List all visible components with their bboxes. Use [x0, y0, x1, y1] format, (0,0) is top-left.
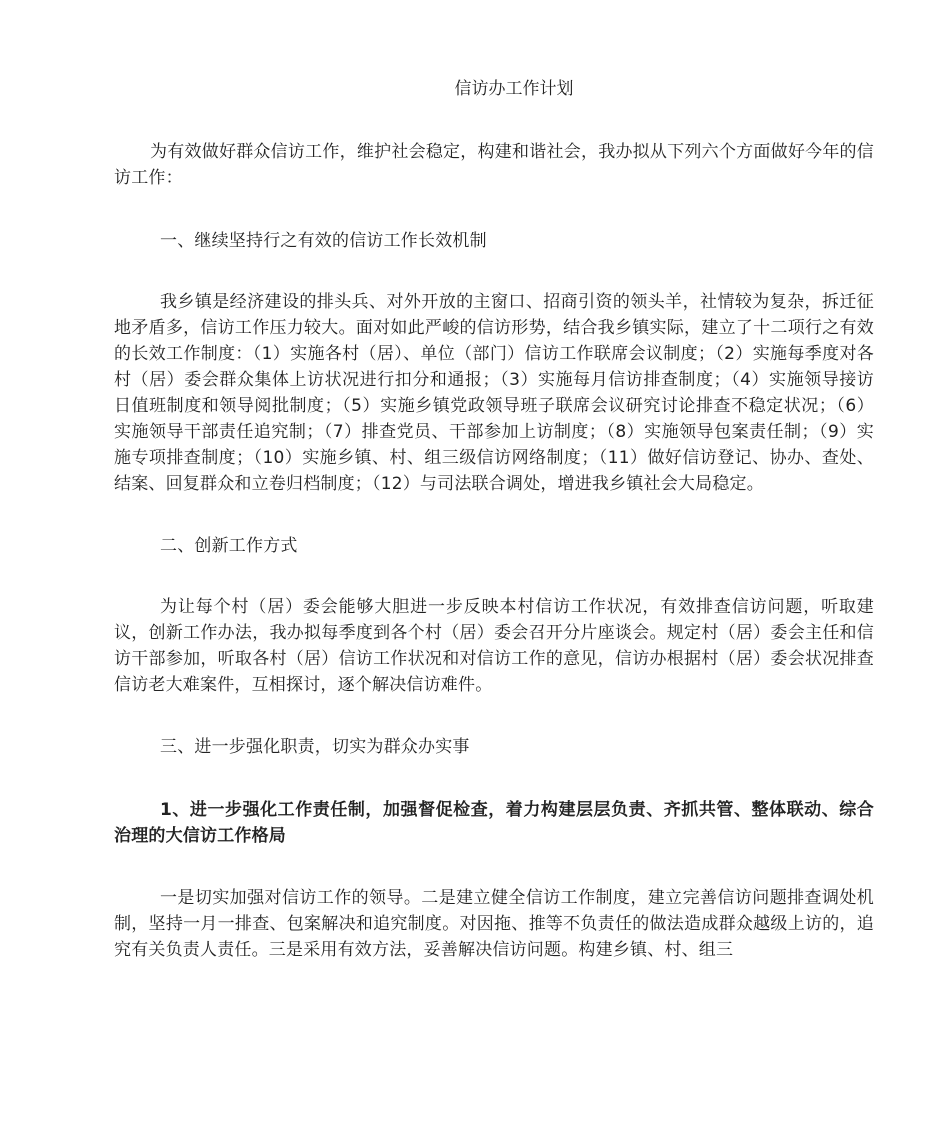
section-1-paragraph: 我乡镇是经济建设的排头兵、对外开放的主窗口、招商引资的领头羊，社情较为复杂，拆迁征地矛盾多，信访工作压力较大。面对如此严峻的信访形势，结合我乡镇实际，建立了十二项行之有效的长效工作制度：（1）实施各村（居）、单位（部门）信访工作联席会议制度；（2）实施每季度对各村（居）委会群众集体上访状况进行扣分和通报；（3）实施每月信访排查制度；（4）实施领导接访日值班制度和领导阅批制度；（5）实施乡镇党政领导班子联席会议研究讨论排查不稳定状况；（6）实施领导干部责任追究制；（7）排查党员、干部参加上访制度；（8）实施领导包案责任制；（9）实施专项排查制度；（10）实施乡镇、村、组三级信访网络制度；（11）做好信访登记、协办、查处、结案、回复群众和立卷归档制度；（12）与司法联合调处，增进我乡镇社会大局稳定。 — [114, 292, 874, 494]
intro-paragraph: 为有效做好群众信访工作，维护社会稳定，构建和谐社会，我办拟从下列六个方面做好今年的信访工作： — [114, 142, 874, 188]
section-3-paragraph: 一是切实加强对信访工作的领导。二是建立健全信访工作制度，建立完善信访问题排查调处机制，坚持一月一排查、包案解决和追究制度。对因拖、推等不负责任的做法造成群众越级上访的，追究有关负责人责任。三是采用有效方法，妥善解决信访问题。构建乡镇、村、组三 — [114, 888, 874, 960]
section-heading-3: 三、进一步强化职责，切实为群众办实事 — [160, 737, 470, 757]
section-2-paragraph: 为让每个村（居）委会能够大胆进一步反映本村信访工作状况，有效排查信访问题，听取建议，创新工作办法，我办拟每季度到各个村（居）委会召开分片座谈会。规定村（居）委会主任和信访干部参加，听取各村（居）信访工作状况和对信访工作的意见，信访办根据村（居）委会状况排查信访老大难案件，互相探讨，逐个解决信访难件。 — [114, 597, 874, 695]
section-3-subheading-1: 1、进一步强化工作责任制，加强督促检查，着力构建层层负责、齐抓共管、整体联动、综合治理的大信访工作格局 — [114, 800, 874, 846]
section-heading-2: 二、创新工作方式 — [160, 536, 298, 556]
section-heading-1: 一、继续坚持行之有效的信访工作长效机制 — [160, 231, 487, 251]
document-title: 信访办工作计划 — [454, 79, 574, 99]
